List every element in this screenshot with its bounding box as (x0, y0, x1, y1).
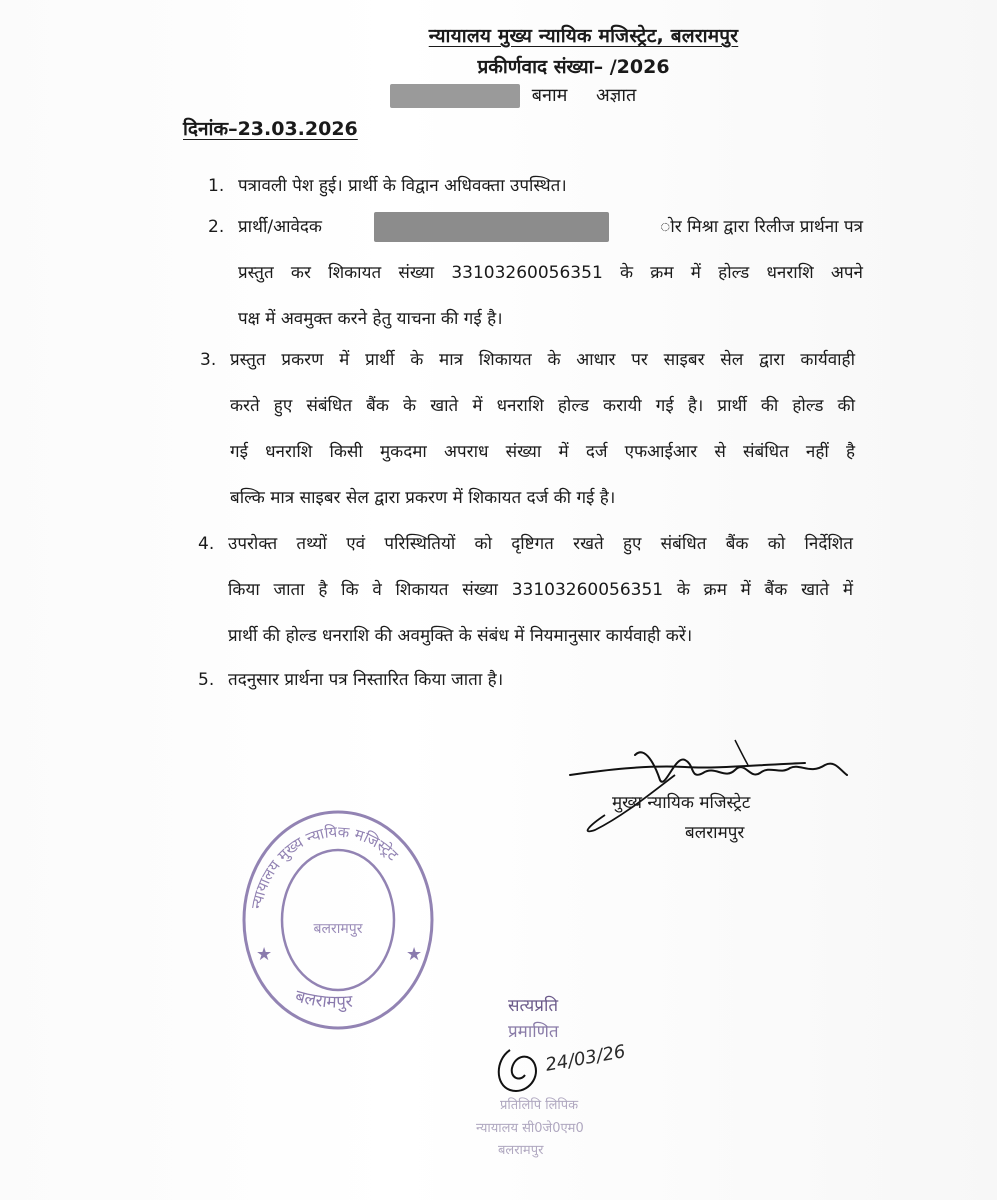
item-line: प्रस्तुत प्रकरण में प्रार्थी के मात्र शिकायत के आधार पर साइबर सेल द्वारा कार्यवाही (230, 350, 855, 370)
svg-text:★: ★ (256, 944, 273, 965)
parties-line (390, 83, 660, 108)
item-line-end: ोर मिश्रा द्वारा रिलीज प्रार्थना पत्र (660, 217, 863, 237)
certifier-initials (490, 1040, 550, 1100)
item-line: प्रार्थी की होल्ड धनराशि की अवमुक्ति के संबंध में नियमानुसार कार्यवाही करें। (228, 626, 693, 646)
item-line: उपरोक्त तथ्यों एवं परिस्थितियों को दृष्टिगत रखते हुए संबंधित बैंक को निर्देशित (228, 534, 853, 554)
order-item-3 (200, 337, 860, 517)
order-item-5 (198, 657, 838, 703)
clerk-court: न्यायालय सी0जे0एम0 (476, 1121, 584, 1136)
item-line: गई धनराशि किसी मुकदमा अपराध संख्या में दर्ज एफआईआर से संबंधित नहीं है (230, 442, 855, 462)
item-line: प्रस्तुत कर शिकायत संख्या 33103260056351 के क्रम में होल्ड धनराशि अपने (238, 263, 863, 283)
item-number: 5. (198, 670, 215, 690)
court-title: न्यायालय मुख्य न्यायिक मजिस्ट्रेट, बलरामपुर (428, 25, 739, 47)
item-number: 4. (198, 534, 215, 554)
svg-text:★: ★ (406, 944, 423, 965)
order-item-1 (208, 163, 848, 209)
item-line: तदनुसार प्रार्थना पत्र निस्तारित किया जाता है। (228, 670, 504, 690)
seal-bottom-text: बलरामपुर (292, 986, 354, 1013)
clerk-place: बलरामपुर (498, 1143, 544, 1158)
signatory-place: बलरामपुर (685, 823, 745, 843)
clerk-designation: प्रतिलिपि लिपिक (500, 1098, 579, 1113)
order-date: दिनांक–23.03.2026 (183, 118, 358, 140)
order-item-4 (198, 521, 858, 661)
redacted-applicant-name (374, 212, 609, 242)
certification-date: 24/03/26 (543, 1041, 628, 1076)
court-seal (238, 805, 438, 1035)
item-number: 1. (208, 176, 225, 196)
svg-text:न्यायालय मुख्य न्यायिक मजिस्ट् (247, 823, 402, 910)
case-number: प्रकीर्णवाद संख्या– /2026 (477, 56, 670, 78)
item-number: 3. (200, 350, 217, 370)
item-line: पक्ष में अवमुक्त करने हेतु याचना की गई है। (238, 309, 503, 329)
applicant-label: प्रार्थी/आवेदक (238, 217, 322, 237)
order-item-2 (208, 204, 863, 334)
certified-label: प्रमाणित (508, 1022, 559, 1042)
item-line (238, 204, 863, 250)
certified-copy-label: सत्यप्रति (508, 996, 559, 1016)
signatory-designation: मुख्य न्यायिक मजिस्ट्रेट (612, 793, 751, 813)
versus-label: बनाम (531, 85, 568, 106)
redacted-applicant-name (390, 84, 520, 108)
seal-center-text: बलरामपुर (313, 921, 363, 937)
item-line: बल्कि मात्र साइबर सेल द्वारा प्रकरण में शिकायत दर्ज की गई है। (230, 488, 616, 508)
seal-top-text: न्यायालय मुख्य न्यायिक मजिस्ट्रेट (247, 822, 402, 911)
respondent-name: अज्ञात (596, 85, 637, 106)
item-line: किया जाता है कि वे शिकायत संख्या 33103260056351 के क्रम में बैंक खाते में (228, 580, 853, 600)
item-line: करते हुए संबंधित बैंक के खाते में धनराशि होल्ड करायी गई है। प्रार्थी की होल्ड की (230, 396, 855, 416)
item-number: 2. (208, 217, 225, 237)
item-line: पत्रावली पेश हुई। प्रार्थी के विद्वान अधिवक्ता उपस्थित। (238, 176, 567, 196)
